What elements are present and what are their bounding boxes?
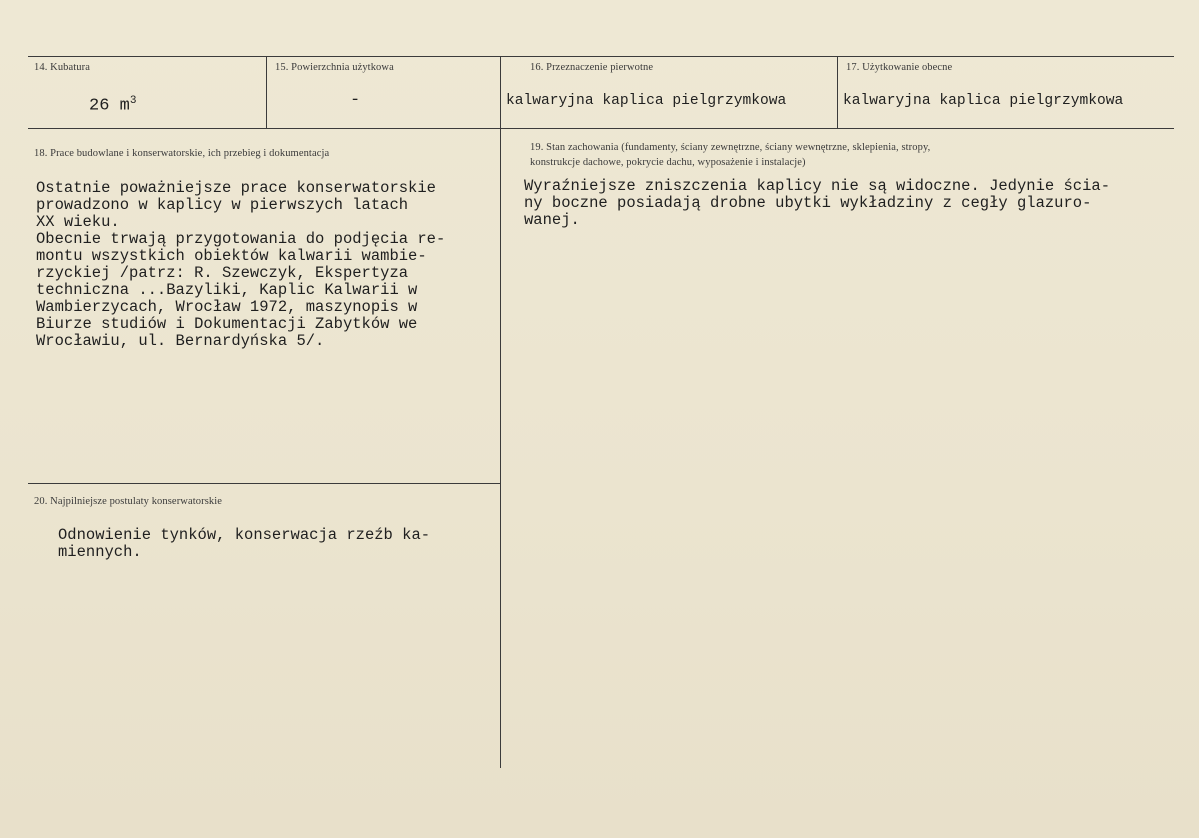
field-17-label: 17. Użytkowanie obecne [846,62,953,73]
field-14-value-sup: 3 [129,95,137,107]
field-18-line: XX wieku. [36,213,120,231]
field-18-line: Biurze studiów i Dokumentacji Zabytków we [36,315,418,333]
field-20-line: Odnowienie tynków, konserwacja rzeźb ka- [58,526,431,544]
field-18-label: 18. Prace budowlane i konserwatorskie, ich przebieg i dokumentacja [34,148,330,159]
top-rule [28,56,1174,57]
field-15-value: - [350,91,361,110]
field-18-line: techniczna ...Bazyliki, Kaplic Kalwarii w [36,281,418,299]
field-16-label: 16. Przeznaczenie pierwotne [530,62,654,73]
field-18-line: montu wszystkich obiektów kalwarii wambie- [36,247,427,265]
field-19-label-line2: konstrukcje dachowe, pokrycie dachu, wyposażenie i instalacje) [530,157,806,168]
field-14-value: 26 $m^3$ [89,95,137,116]
field-18-line: Wrocławiu, ul. Bernardyńska 5/. [36,332,325,350]
field-18-line: Obecnie trwają przygotowania do podjęcia re- [36,230,446,248]
field-20-label: 20. Najpilniejsze postulaty konserwatorskie [34,496,223,507]
row1-rule [28,128,1174,129]
field-16-value: kalwaryjna kaplica pielgrzymkowa [506,93,787,109]
field-19-line: ny boczne posiadają drobne ubytki wykładziny z cegły glazuro- [524,194,1092,212]
divider-14-15 [266,56,267,128]
field-17-value: kalwaryjna kaplica pielgrzymkowa [843,93,1124,109]
field-18-line: Wambierzycach, Wrocław 1972, maszynopis w [36,298,418,316]
field-20-line: miennych. [58,543,142,561]
field-19-line: Wyraźniejsze zniszczenia kaplicy nie są widoczne. Jedynie ścia- [524,177,1110,195]
field-19-label-line1: 19. Stan zachowania (fundamenty, ściany zewnętrzne, ściany wewnętrzne, sklepienia, stropy, [530,142,931,153]
divider-16-17 [837,56,838,128]
field-18-line: Ostatnie poważniejsze prace konserwatorskie [36,179,436,197]
field-18-line: prowadzono w kaplicy w pierwszych latach [36,196,409,214]
field-15-label: 15. Powierzchnia użytkowa [275,62,394,73]
divider-main [500,56,501,768]
field-19-line: wanej. [524,211,580,229]
field-18-line: rzyckiej /patrz: R. Szewczyk, Ekspertyza [36,264,409,282]
row2-rule [28,483,500,484]
field-14-label: 14. Kubatura [34,62,91,73]
